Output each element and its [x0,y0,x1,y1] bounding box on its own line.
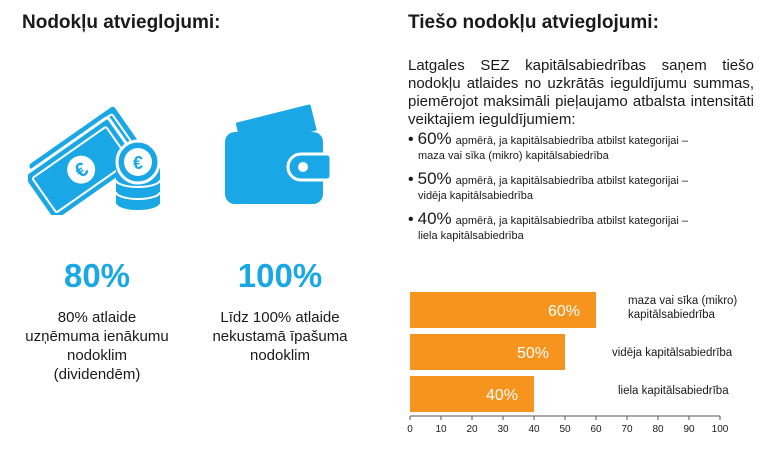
right-paragraph: Latgales SEZ kapitālsabiedrības saņem tiešo nodokļu atlaides no uzkrātās ieguldījumu summas, piemērojot maksimāli pieļaujamo atbalsta intensitāti veiktajiem ieguldījumiem: [408,57,754,128]
caption-line: nekustamā īpašuma [212,328,348,345]
left-value-1: 80% [63,257,131,294]
euro-money-icon [28,100,168,215]
category-label-0: maza vai sīka (mikro) kapitālsabiedrība [628,295,738,321]
bullet-item [408,171,758,203]
x-tick-label: 70 [621,424,633,433]
bar-data-label-0: 60% [547,303,580,320]
bullet-pct: 40% [417,209,452,228]
caption-line: (dividendēm) [53,366,141,383]
x-tick-label: 30 [497,424,509,433]
bullet-line2: liela kapitālsabiedrība [418,230,524,242]
caption-line: uzņēmuma ienākumu [25,328,169,345]
bullet-line1: apmērā, ja kapitālsabiedrība atbilst kategorijai – [455,215,688,227]
svg-text:€: € [132,153,144,173]
caption-line: 80% atlaide [57,309,137,326]
x-tick-label: 90 [683,424,695,433]
bullet-list [408,131,758,243]
x-tick-label: 40 [528,424,540,433]
bullet-line1: apmērā, ja kapitālsabiedrība atbilst kategorijai – [455,175,688,187]
right-title: Tiešo nodokļu atvieglojumi: [408,12,659,33]
wallet-icon [215,100,335,210]
left-caption-2 [200,308,360,365]
bullet-pct: 50% [417,169,452,188]
category-label-1: vidēja kapitālsabiedrība [612,347,733,359]
bullet-line1: apmērā, ja kapitālsabiedrība atbilst kategorijai – [455,135,688,147]
x-tick-label: 10 [435,424,447,433]
bar-data-label-2: 40% [485,387,518,404]
left-title: Nodokļu atvieglojumi: [22,12,221,33]
bullet-dot: • [408,131,414,148]
x-tick-label: 80 [652,424,664,433]
caption-line: nodoklim [66,347,128,364]
svg-text:€: € [70,158,93,183]
left-caption-1 [17,308,177,384]
x-tick-label: 100 [711,424,729,433]
bullet-pct: 60% [417,129,452,148]
bullet-item [408,131,758,163]
category-label-2: liela kapitālsabiedrība [618,385,729,397]
bullet-line2: maza vai sīka (mikro) kapitālsabiedrība [418,150,609,162]
bullet-dot: • [408,211,414,228]
x-tick-label: 0 [407,424,413,433]
bar-data-label-1: 50% [516,345,549,362]
left-value-2: 100% [237,257,323,294]
bullet-line2: vidēja kapitālsabiedrība [418,190,533,202]
x-tick-label: 50 [559,424,571,433]
x-tick-label: 20 [466,424,478,433]
x-tick-label: 60 [590,424,602,433]
caption-line: nodoklim [249,347,311,364]
bullet-dot: • [408,171,414,188]
caption-line: Līdz 100% atlaide [220,309,340,326]
bullet-item [408,211,758,243]
